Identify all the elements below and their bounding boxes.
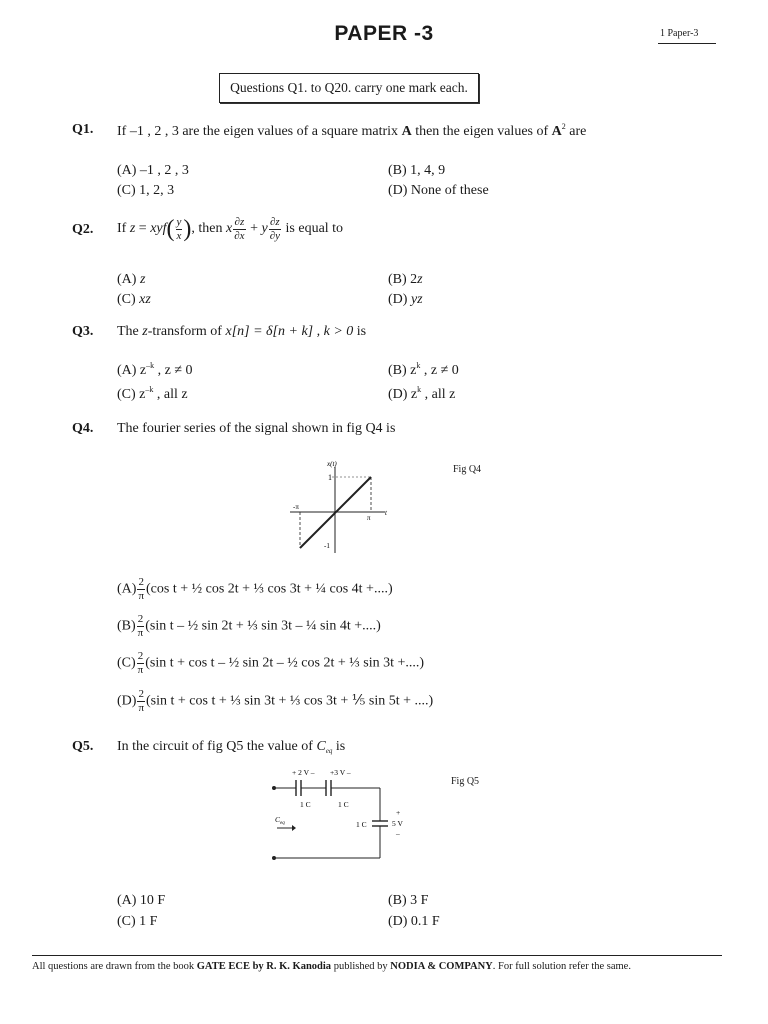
fig-q5-label: Fig Q5 <box>451 776 480 787</box>
q3-number: Q3. <box>72 324 94 339</box>
fig-q4-y-top-label: 1 <box>328 473 332 482</box>
q1-option-b: (B) 1, 4, 9 <box>388 163 446 178</box>
q3-option-c: (C) $z^{-k}$ , all z <box>117 385 188 402</box>
q3-option-b: (B) $z^k$ , z ≠ 0 <box>388 361 459 378</box>
page-tag-underline <box>658 43 716 44</box>
q5-number: Q5. <box>72 739 94 754</box>
q1-number: Q1. <box>72 122 94 137</box>
marks-note-box: Questions Q1. to Q20. carry one mark each. <box>219 73 479 103</box>
q4-number: Q4. <box>72 421 94 436</box>
q4-option-b: (B) $\frac{2}{\pi}$ (sin t – ½ sin 2t + ⅓ sin 3t – ¼ sin 4t +....) <box>117 613 381 639</box>
q2-number: Q2. <box>72 222 94 237</box>
q4-option-a: (A) $\frac{2}{\pi}$ (cos t + ½ cos 2t + ⅓ cos 3t + ¼ cos 4t +....) <box>117 576 393 602</box>
fig-q4-y-bottom-label: -1 <box>324 542 330 550</box>
q5-option-b: (B) 3 F <box>388 893 429 908</box>
q5-option-d: (D) 0.1 F <box>388 914 440 929</box>
q4-option-d: (D) $\frac{2}{\pi}$ (sin t + cos t + ⅓ sin 3t + ⅓ cos 3t + ⅕ sin 5t + ....) <box>117 688 434 714</box>
fig-q4-sawtooth-plot <box>285 455 395 555</box>
cap3-plus: + <box>396 808 401 817</box>
q2-text: If z = xyf( $\frac{y}{x}$ ), then x $\frac{\partial z}{\partial x}$ + y $\frac{\partial z}{\partial y}$ is equal to <box>117 215 344 242</box>
ceq-arrow-icon <box>292 825 296 831</box>
q3-option-d: (D) $z^k$ , all z <box>388 385 456 402</box>
footer-note: All questions are drawn from the book GATE ECE by R. K. Kanodia published by NODIA & COMPANY. For full solution refer the same. <box>32 961 631 972</box>
cap3-voltage: 5 V <box>392 819 403 828</box>
cap2-voltage: +3 V – <box>330 768 351 777</box>
fig-q4-x-right-label: π <box>367 514 371 522</box>
q1-option-a: (A) –1 , 2 , 3 <box>117 163 189 178</box>
cap1-voltage: + 2 V – <box>292 768 315 777</box>
q4-option-c: (C) $\frac{2}{\pi}$ (sin t + cos t – ½ sin 2t – ½ cos 2t + ⅓ sin 3t +....) <box>117 650 425 676</box>
q3-text: The z-transform of x[n] = δ[n + k] , k > 0 is <box>117 324 367 339</box>
q5-option-c: (C) 1 F <box>117 914 158 929</box>
ceq-label: $C_{eq}$ <box>275 815 285 826</box>
q5-text: In the circuit of fig Q5 the value of $C_{eq}$ is <box>117 739 346 755</box>
q2-option-c: (C) xz <box>117 292 151 307</box>
q1-option-c: (C) 1, 2, 3 <box>117 183 175 198</box>
q2-option-b: (B) 2z <box>388 272 423 287</box>
cap2-value: 1 C <box>338 800 349 809</box>
fig-q5-circuit <box>268 765 418 865</box>
page-title: PAPER -3 <box>334 22 434 45</box>
fig-q4-xlabel: t <box>385 509 387 517</box>
q4-text: The fourier series of the signal shown in fig Q4 is <box>117 421 396 436</box>
q3-option-a: (A) $z^{-k}$ , z ≠ 0 <box>117 361 193 378</box>
footer-divider <box>32 955 722 956</box>
page-tag: 1 Paper-3 <box>660 28 699 39</box>
cap3-minus: – <box>396 829 400 838</box>
q5-option-a: (A) 10 F <box>117 893 166 908</box>
cap3-value: 1 C <box>356 820 367 829</box>
fig-q4-label: Fig Q4 <box>453 464 482 475</box>
q2-option-d: (D) yz <box>388 292 423 307</box>
fig-q4-x-left-label: -π <box>293 503 299 511</box>
q1-text: If –1 , 2 , 3 are the eigen values of a square matrix A then the eigen values of $A^2$ are <box>117 122 587 139</box>
q1-option-d: (D) None of these <box>388 183 489 198</box>
fig-q4-ylabel: x(t) <box>327 460 337 468</box>
cap1-value: 1 C <box>300 800 311 809</box>
q2-option-a: (A) z <box>117 272 146 287</box>
